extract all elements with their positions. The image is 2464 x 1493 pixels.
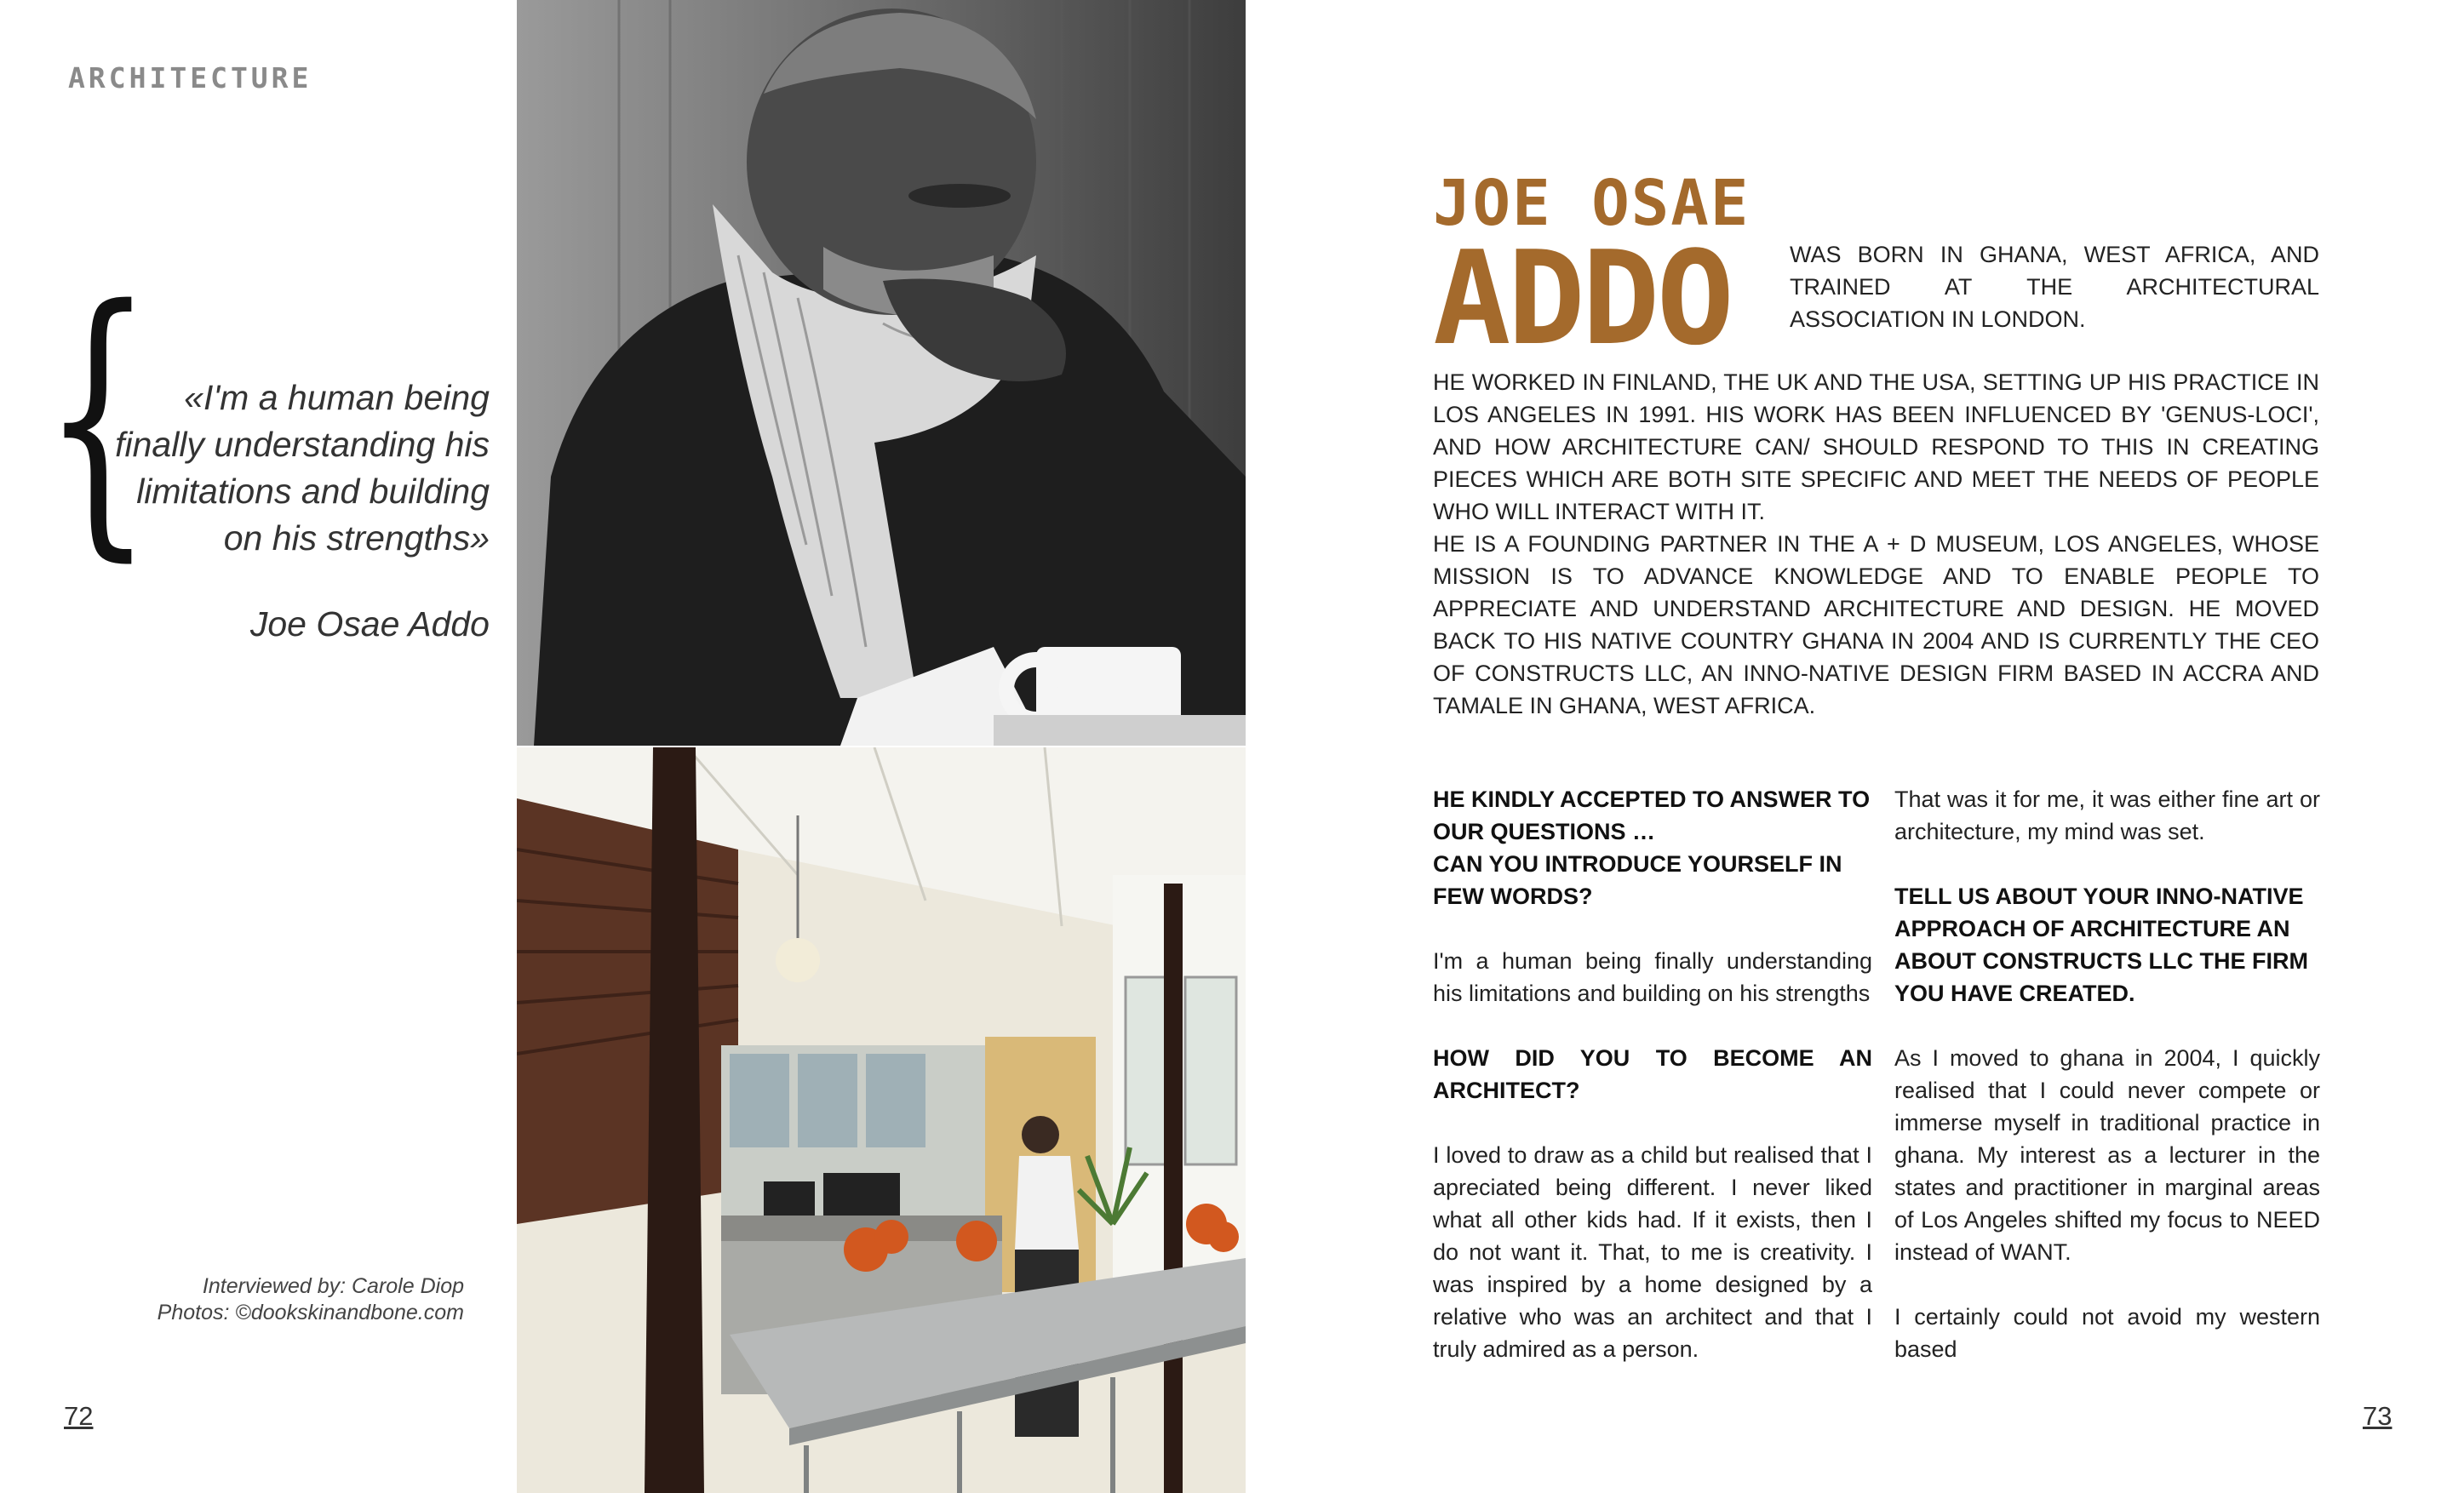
name-first: JOE OSAE [1433,167,1751,240]
question: CAN YOU INTRODUCE YOURSELF IN FEW WORDS? [1433,851,1842,909]
name-last: ADDO [1433,223,1732,374]
bio-paragraph: HE WORKED IN FINLAND, THE UK AND THE USA, SETTING UP HIS PRACTICE IN LOS ANGELES IN 1991. HIS WORK HAS BEEN INFLUENCED BY 'GENUS-LOCI', AND HOW ARCHITECTURE CAN/ SHOULD RESPOND TO THIS IN CREATING PIECES WHICH ARE BOTH SITE SPECIFIC AND MEET THE NEEDS OF PEOPLE WHO WILL INTERACT WITH IT. [1433,369,2319,524]
answer: As I moved to ghana in 2004, I quickly realised that I could never compete or immerse myself in traditional practice in ghana. My interest as a lecturer in the states and practitioner in marginal areas of Los Angeles shifted my focus to NEED instead of WANT. [1894,1045,2320,1265]
bio-text [1433,366,2319,722]
pull-quote-line: finally understanding his [115,425,490,464]
kitchen-photo [517,747,1246,1493]
quote-author: Joe Osae Addo [249,604,490,644]
answer: I loved to draw as a child but realised that I apreciated being different. I never liked what all other kids had. If it exists, then I do not want it. That, to me is creativity. I was inspired by a home designed by a relative who was an architect and that I truly admired as a person. [1433,1142,1872,1362]
page-number-right: 73 [2363,1401,2392,1431]
section-label: ARCHITECTURE [68,61,312,94]
answer: I certainly could not avoid my western based [1894,1304,2320,1362]
quote-brace: { [43,249,153,586]
answer: I'm a human being finally understanding his limitations and building on his strengths [1433,948,1872,1006]
interviewer-credit: Interviewed by: Carole Diop [202,1274,464,1298]
question: TELL US ABOUT YOUR INNO-NATIVE APPROACH OF ARCHITECTURE AN ABOUT CONSTRUCTS LLC THE FIRM YOU HAVE CREATED. [1894,884,2308,1006]
pull-quote-line: on his strengths» [223,518,490,558]
intro-text: WAS BORN IN GHANA, WEST AFRICA, AND TRAINED AT THE ARCHITECTURAL ASSOCIATION IN LONDON. [1790,242,2319,332]
pull-quote-line: limitations and building [136,472,490,511]
photo-credit: Photos: ©dookskinandbone.com [157,1301,464,1324]
bio-paragraph: HE IS A FOUNDING PARTNER IN THE A + D MUSEUM, LOS ANGELES, WHOSE MISSION IS TO ADVANCE KNOWLEDGE AND TO ENABLE PEOPLE TO APPRECIATE AND UNDERSTAND ARCHITECTURE AND DESIGN. HE MOVED BACK TO HIS NATIVE COUNTRY GHANA IN 2004 AND IS CURRENTLY THE CEO OF CONSTRUCTS LLC, AN INNO-NATIVE DESIGN FIRM BASED IN ACCRA AND TAMALE IN GHANA, WEST AFRICA. [1433,531,2319,718]
pull-quote-line: «I'm a human being [184,378,490,417]
name-heading [1433,167,1761,374]
question: HOW DID YOU TO BECOME AN ARCHITECT? [1433,1045,1872,1103]
portrait-photo [517,0,1246,746]
question: HE KINDLY ACCEPTED TO ANSWER TO OUR QUESTIONS … [1433,787,1871,844]
answer: That was it for me, it was either fine art or architecture, my mind was set. [1894,787,2320,844]
credits [68,1273,464,1326]
interview-column-left [1433,783,1872,1365]
page-number-left: 72 [64,1401,94,1431]
interview-column-right [1894,783,2320,1365]
pull-quote [94,375,490,562]
